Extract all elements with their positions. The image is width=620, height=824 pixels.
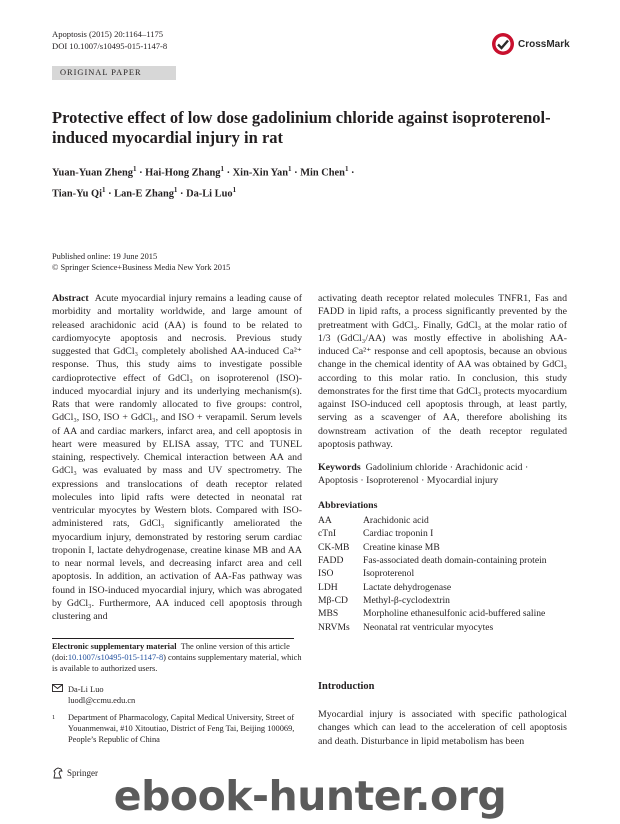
author-name[interactable]: Xin-Xin Yan	[232, 167, 289, 179]
abbreviation-value: Creatine kinase MB	[363, 541, 440, 553]
author-affiliation: 1	[173, 185, 178, 194]
author-name[interactable]: Lan-E Zhang	[114, 188, 174, 200]
introduction-text: Myocardial injury is associated with specific pathological changes which can lead to the acceleration of cell apoptosis and death. Disturbance in lipid metabolism has been	[318, 709, 567, 747]
keywords	[318, 461, 567, 488]
abbreviation-row	[318, 554, 578, 567]
keywords-heading: Keywords	[318, 462, 361, 473]
abbreviation-key: cTnI	[318, 528, 337, 540]
author-affiliation: 1	[288, 165, 292, 173]
doi-line: DOI 10.1007/s10495-015-1147-8	[52, 40, 168, 51]
copyright-line: © Springer Science+Business Media New York 2015	[52, 263, 231, 272]
abbreviation-row	[318, 621, 578, 634]
abstract-continued: activating death receptor related molecules TNFR1, Fas and FADD in lipid rafts, a process significantly prevented by the pretreatment with GdCl₃. Finally, GdCl₃ at the molar ratio of 1/3 (GdCl₃/AA) was mostly effective in abolishing AA-induced Ca²⁺ response and cell apoptosis, because an obvious change in the chemical identity of AA was obtained by GdCl₃ according to this molar ratio. In conclusion, this study demonstrates for the first time that GdCl₃ protects myocardium against ISO-induced cell apoptosis through, at least partly, serving as a scavenger of AA, therefore abolishing its downstream activation of the death receptor regulated apoptosis pathway.	[318, 293, 567, 450]
abbreviation-row	[318, 581, 578, 594]
author-name[interactable]: Tian-Yu Qi	[52, 188, 102, 200]
abstract-heading: Abstract	[52, 293, 89, 304]
abbreviation-key: CK-MB	[318, 541, 350, 553]
introduction-heading: Introduction	[318, 681, 375, 692]
abbreviation-key: LDH	[318, 581, 338, 593]
abbreviation-value: Lactate dehydrogenase	[363, 581, 452, 593]
abbreviation-value: Morpholine ethanesulfonic acid-buffered saline	[363, 608, 546, 620]
published-date: Published online: 19 June 2015	[52, 252, 158, 261]
abbreviation-row	[318, 514, 578, 527]
abbreviations-heading: Abbreviations	[318, 500, 378, 511]
author-line-2: Tian-Yu $Qi^1 \cdot Lan-E$ Zhang$^1$ · Da-Li Luo$^1$	[52, 185, 237, 200]
abbreviation-row	[318, 594, 578, 607]
abbreviation-value: Neonatal rat ventricular myocytes	[363, 621, 494, 633]
affiliation-number: 1	[52, 714, 56, 721]
esm-text-after: ) contains supplementary material, which is available to authorized users.	[52, 652, 302, 673]
author-name[interactable]: Da-Li Luo	[186, 188, 233, 200]
publication-info	[52, 251, 230, 273]
author-affiliation: 1	[101, 185, 106, 194]
watermark: ebook-hunter.org	[113, 772, 507, 820]
esm-text-before: The online version of this article (doi:	[52, 642, 290, 662]
abbreviation-value: Arachidonic acid	[363, 515, 429, 526]
abbreviation-row	[318, 527, 578, 540]
abbreviation-value: Cardiac troponin I	[363, 528, 434, 540]
publisher-name: Springer	[67, 768, 98, 778]
supplementary-note	[52, 642, 302, 674]
author-affiliation: 1	[220, 165, 224, 173]
envelope-icon	[52, 684, 68, 695]
author-affiliation: 1	[232, 185, 237, 194]
article-title: Protective effect of low dose gadolinium chloride against isoproterenol-induced myocardial injury in rat	[52, 108, 551, 147]
abbreviation-key: FADD	[318, 555, 344, 567]
corresponding-email[interactable]: luodl@ccmu.edu.cn	[68, 696, 136, 705]
abbreviation-row	[318, 607, 578, 620]
author-name[interactable]: Hai-Hong Zhang	[145, 167, 221, 179]
author-line-1: Yuan-Yuan Zheng$^1$ · Hai-Hong Zhang$^1$ · Xin-Xin Yan$^1$ · Min Chen$^1$ ·	[52, 165, 355, 179]
author-affiliation: 1	[344, 165, 349, 173]
abbreviation-key: ISO	[318, 568, 334, 580]
abstract	[52, 292, 302, 623]
crossmark-icon	[491, 32, 515, 56]
abbreviation-value: Isoproterenol	[363, 568, 415, 580]
crossmark-badge[interactable]	[491, 32, 570, 56]
author-name[interactable]: Min Chen	[300, 167, 345, 179]
journal-line: Apoptosis (2015) 20:1164–1175	[52, 29, 164, 39]
author-list	[52, 161, 532, 203]
abbreviation-row	[318, 567, 578, 580]
affiliation-text: Department of Pharmacology, Capital Medical University, Street of Youanmenwai, #10 Xitoutiao, District of Feng Tai, Beijing 100069, People’s Republic of China	[68, 713, 295, 744]
author-affiliation: 1	[132, 165, 137, 173]
abbreviations-list	[318, 514, 578, 634]
keywords-text: Gadolinium chloride · Arachidonic acid · Apoptosis · Isoproterenol · Myocardial injury	[318, 462, 529, 487]
abbreviation-key: MBS	[318, 608, 339, 620]
esm-heading: Electronic supplementary material	[52, 642, 177, 651]
journal-citation	[52, 29, 167, 52]
crossmark-label: CrossMark	[518, 38, 570, 50]
abbreviation-row	[318, 541, 578, 554]
correspondence	[52, 684, 135, 706]
abbreviation-key: AA	[318, 515, 332, 526]
section-tag: ORIGINAL PAPER	[52, 66, 176, 80]
footnote-divider	[52, 638, 294, 639]
abbreviation-value: Fas-associated death domain-containing protein	[363, 555, 547, 567]
email-line	[52, 695, 135, 706]
author-name[interactable]: Yuan-Yuan Zheng	[52, 167, 133, 179]
corresponding-author-name: Da-Li Luo	[68, 685, 104, 694]
abbreviation-value: Methyl-β-cyclodextrin	[363, 595, 450, 607]
abbreviation-key: NRVMs	[318, 621, 350, 633]
affiliation	[52, 713, 302, 745]
abbreviation-key: Mβ-CD	[318, 595, 348, 607]
corresponding-author-line	[52, 684, 135, 695]
abstract-text: Acute myocardial injury remains a leading cause of morbidity and mortality worldwide, and large amount of released arachidonic acid (AA) is found to be related to cardiomyocyte apoptosis and necrosis. Previous study suggested that GdCl₃ completely abolished AA-induced Ca²⁺ response. Thus, this study aims to investigate possible cardioprotective effect of GdCl₃ on isoproterenol (ISO)-induced myocardial injury and its underlying mechanism(s). Rats that were randomly allocated to five groups: control, GdCl₃, ISO, ISO + GdCl₃, and ISO + verapamil. Serum levels of AA and cardiac markers, infarct area, and cell apoptosis in heart were measured by ELISA assay, TTC and TUNEL staining, respectively. Chemical interaction between AA and GdCl₃ was evaluated by mass and UV spectrometry. The expressions and translocations of death receptor related molecules into lipid rafts were detected in neonatal rat ventricular myocytes by Western blots. Compared with ISO-administered rats, GdCl₃ significantly ameliorated the myocardium injury, demonstrated by restoring serum cardiac troponin I, lactate dehydrogenase, creatine kinase MB and AA to near normal levels, and decreasing infarct area and cell apoptosis. In addition, an activation of AA-Fas pathway was found in ISO-induced myocardial injury, which was abrogated by GdCl₃. Furthermore, AA induced cell apoptosis through clustering and	[52, 293, 302, 622]
esm-doi-link[interactable]: 10.1007/s10495-015-1147-8	[67, 652, 164, 662]
